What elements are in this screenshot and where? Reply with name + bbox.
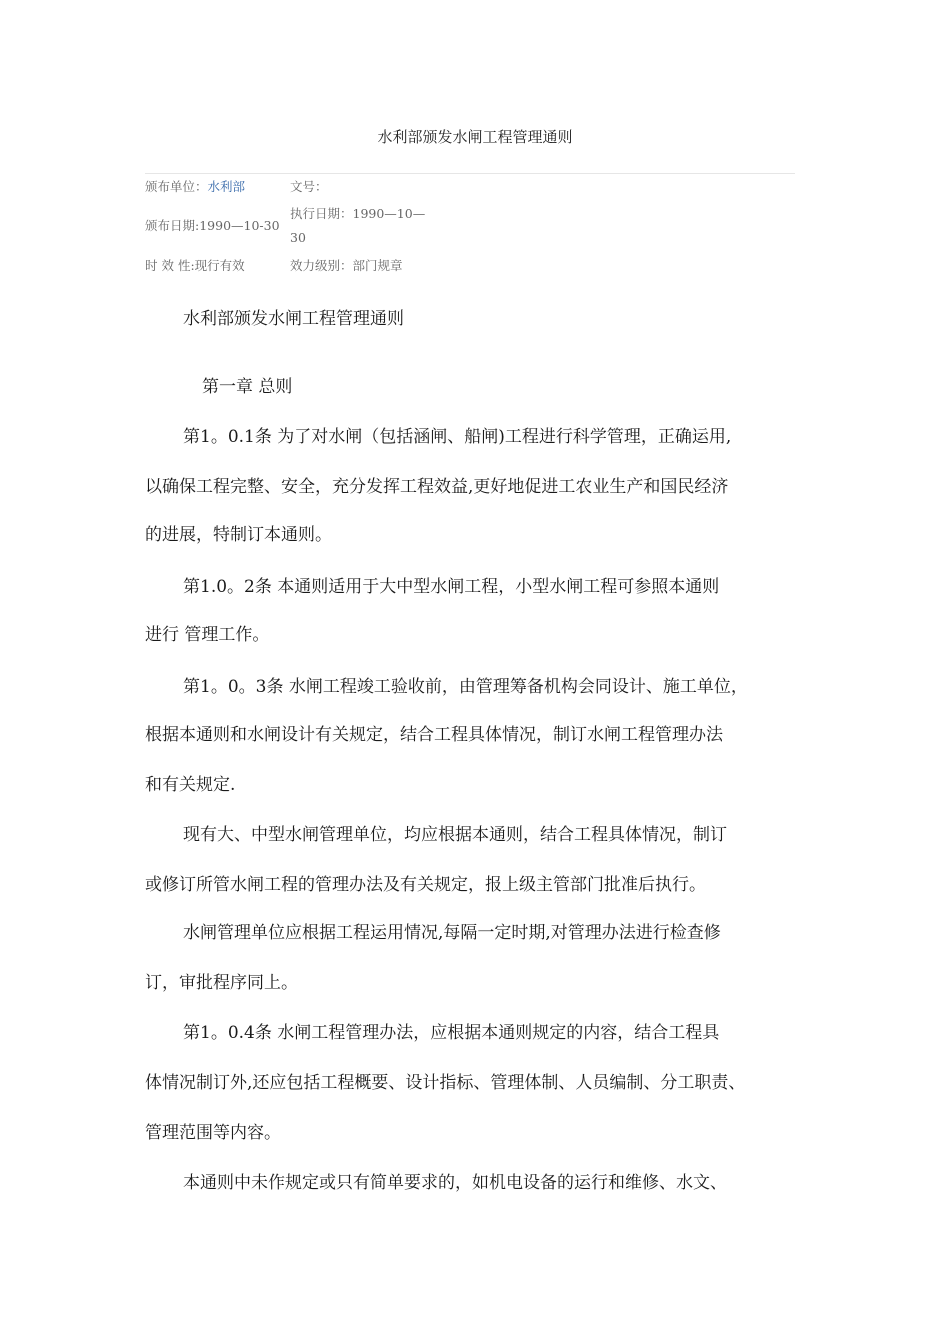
- body-line: 第1。0.4条 水闸工程管理办法，应根据本通则规定的内容，结合工程具: [183, 1023, 720, 1043]
- body-line: 第1。0.1条 为了对水闸（包括涵闸、船闸)工程进行科学管理，正确运用,: [183, 427, 732, 447]
- exec-date-field-line2: 30: [290, 230, 306, 245]
- doc-number-field: 文号：: [290, 179, 328, 194]
- issuer-label: 颁布单位：: [145, 179, 208, 194]
- chapter-heading: 第一章 总则: [202, 377, 293, 397]
- issuer-field: [145, 175, 245, 199]
- body-line: 第1。0。3条 水闸工程竣工验收前，由管理筹备机构会同设计、施工单位，: [183, 677, 748, 697]
- title-divider: [145, 173, 795, 174]
- body-line: 和有关规定.: [145, 775, 236, 795]
- body-line: 现有大、中型水闸管理单位，均应根据本通则，结合工程具体情况，制订: [183, 825, 727, 845]
- body-heading: 水利部颁发水闸工程管理通则: [183, 309, 404, 329]
- body-line: 根据本通则和水闸设计有关规定，结合工程具体情况，制订水闸工程管理办法: [145, 725, 723, 745]
- body-line: 或修订所管水闸工程的管理办法及有关规定，报上级主管部门批准后执行。: [145, 875, 706, 895]
- page-title: 水利部颁发水闸工程管理通则: [377, 128, 573, 146]
- validity-field: 时 效 性:现行有效: [145, 258, 245, 273]
- exec-date-field-line1: 执行日期：1990—10—: [290, 206, 426, 221]
- body-line: 以确保工程完整、安全，充分发挥工程效益,更好地促进工农业生产和国民经济: [145, 477, 729, 497]
- body-line: 水闸管理单位应根据工程运用情况,每隔一定时期,对管理办法进行检查修: [183, 923, 721, 943]
- body-line: 体情况制订外,还应包括工程概要、设计指标、管理体制、人员编制、分工职责、: [145, 1073, 746, 1093]
- issuer-link[interactable]: 水利部: [207, 179, 246, 194]
- body-line: 第1.0。2条 本通则适用于大中型水闸工程，小型水闸工程可参照本通则: [183, 577, 720, 597]
- body-line: 进行 管理工作。: [145, 625, 270, 645]
- body-line: 管理范围等内容。: [145, 1123, 281, 1143]
- body-line: 本通则中未作规定或只有简单要求的，如机电设备的运行和维修、水文、: [183, 1173, 727, 1193]
- level-field: 效力级别：部门规章: [290, 258, 403, 273]
- body-line: 订，审批程序同上。: [145, 973, 298, 993]
- body-line: 的进展，特制订本通则。: [145, 525, 332, 545]
- issue-date-field: 颁布日期:1990—10-30: [145, 218, 280, 233]
